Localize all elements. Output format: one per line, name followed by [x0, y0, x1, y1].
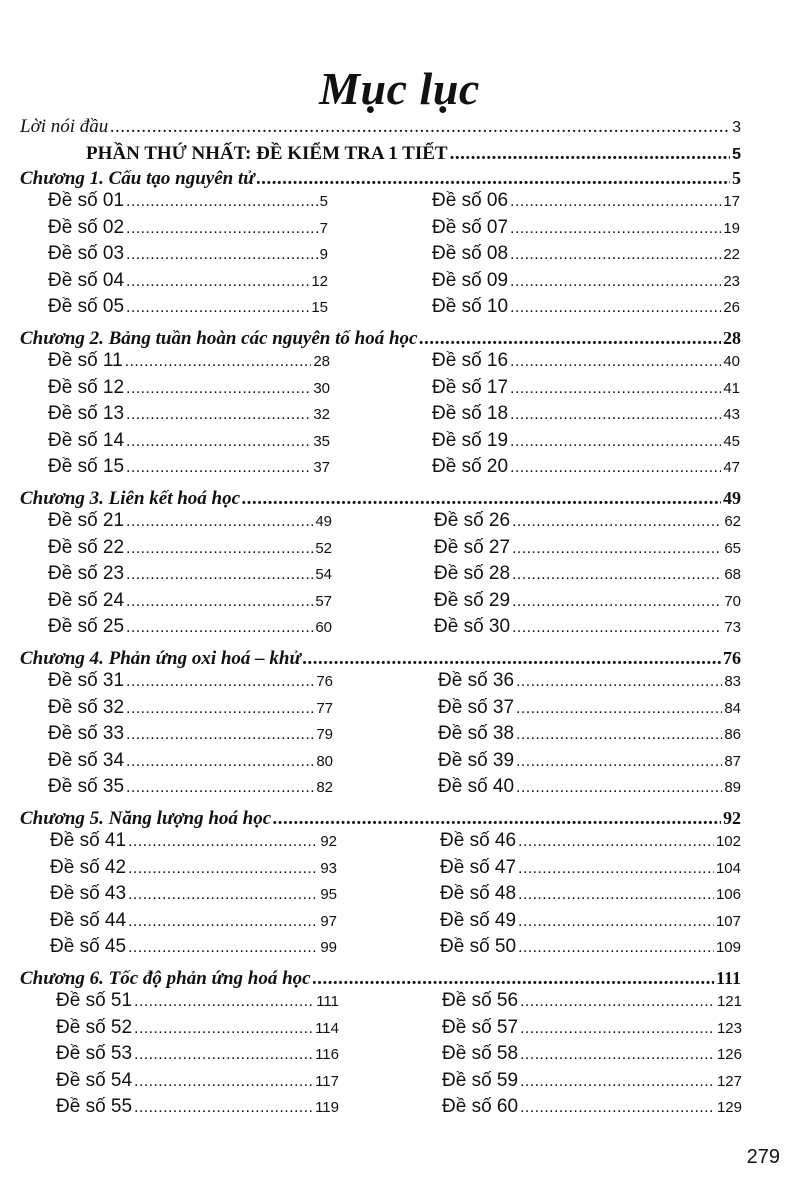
dot-leader [126, 246, 318, 264]
dot-leader [257, 168, 730, 190]
toc-entry-page: 7 [319, 220, 328, 237]
toc-part-heading[interactable] [20, 143, 741, 165]
toc-entry[interactable] [48, 430, 330, 452]
toc-entry[interactable] [440, 830, 741, 852]
toc-entry-label: Đề số 55 [56, 1096, 133, 1117]
toc-entry[interactable] [56, 990, 339, 1012]
dot-leader [134, 1073, 313, 1091]
toc-entry[interactable] [50, 857, 337, 879]
toc-entry[interactable] [56, 1070, 339, 1092]
dot-leader [520, 993, 715, 1011]
toc-chapter-label: Chương 1. Cấu tạo nguyên tử [20, 168, 255, 189]
toc-entry[interactable] [438, 776, 741, 798]
dot-leader [128, 860, 318, 878]
toc-entry[interactable] [48, 590, 332, 612]
toc-entry-label: Đề số 43 [50, 883, 127, 904]
toc-entry-page: 5 [319, 193, 328, 210]
toc-entry[interactable] [48, 243, 328, 265]
toc-chapter-label: Chương 3. Liên kết hoá học [20, 488, 241, 509]
dot-leader [128, 886, 318, 904]
toc-entry[interactable] [442, 990, 742, 1012]
toc-entry-label: Đề số 38 [438, 723, 515, 744]
toc-entry[interactable] [442, 1096, 742, 1118]
dot-leader [273, 808, 721, 830]
toc-entry-page: 62 [724, 513, 741, 530]
dot-leader [518, 860, 714, 878]
toc-entry[interactable] [432, 296, 740, 318]
toc-entry-label: Đề số 56 [442, 990, 519, 1011]
toc-chapter-label: Chương 6. Tốc độ phản ứng hoá học [20, 968, 311, 989]
dot-leader [518, 886, 714, 904]
dot-leader [128, 913, 318, 931]
dot-leader [303, 648, 721, 670]
toc-entry-page: 40 [723, 353, 740, 370]
dot-leader [419, 328, 721, 350]
dot-leader [126, 726, 314, 744]
toc-entry[interactable] [442, 1043, 742, 1065]
toc-entry[interactable] [48, 723, 333, 745]
toc-entry-label: Đề số 28 [434, 563, 511, 584]
toc-entry[interactable] [442, 1017, 742, 1039]
toc-entry-label: Đề số 02 [48, 217, 125, 238]
dot-leader [126, 406, 311, 424]
toc-entry-page: 17 [723, 193, 740, 210]
toc-entry-label: Đề số 31 [48, 670, 125, 691]
dot-leader [512, 593, 722, 611]
toc-entry-page: 32 [313, 406, 330, 423]
toc-entry-page: 114 [315, 1020, 339, 1037]
toc-entry[interactable] [432, 430, 740, 452]
toc-entry-page: 102 [715, 833, 741, 850]
toc-entry-page: 30 [313, 380, 330, 397]
dot-leader [126, 566, 313, 584]
dot-leader [126, 273, 309, 291]
dot-leader [510, 246, 721, 264]
toc-entry-page: 28 [313, 353, 330, 370]
toc-entry[interactable] [48, 403, 330, 425]
toc-entry-page: 19 [723, 220, 740, 237]
toc-entry[interactable] [434, 537, 741, 559]
dot-leader [126, 619, 313, 637]
toc-entry-page: 49 [315, 513, 332, 530]
page-number: 279 [746, 1146, 780, 1168]
toc-entry-page: 117 [315, 1073, 339, 1090]
toc-entry-label: Đề số 16 [432, 350, 509, 371]
toc-chapter-label: Chương 4. Phản ứng oxi hoá – khử [20, 648, 301, 669]
toc-entry[interactable] [50, 830, 337, 852]
toc-entry-label: Đề số 52 [56, 1017, 133, 1038]
toc-entry-label: Đề số 03 [48, 243, 125, 264]
dot-leader [134, 1046, 313, 1064]
toc-entry-page: 111 [316, 993, 339, 1010]
toc-entry[interactable] [48, 510, 332, 532]
toc-entry-label: Đề số 23 [48, 563, 125, 584]
toc-entry[interactable] [440, 936, 741, 958]
toc-entry[interactable] [434, 563, 741, 585]
toc-part-page: 5 [732, 146, 741, 163]
dot-leader [510, 193, 721, 211]
dot-leader [126, 220, 318, 238]
toc-chapter-page: 76 [723, 648, 741, 668]
toc-chapter-page: 49 [723, 488, 741, 508]
toc-entry-label: Đề số 37 [438, 697, 515, 718]
toc-entry-page: 9 [319, 246, 328, 263]
toc-entry-label: Đề số 35 [48, 776, 125, 797]
toc-entry-page: 84 [724, 700, 741, 717]
toc-entry[interactable] [432, 270, 740, 292]
toc-entry[interactable] [50, 910, 337, 932]
dot-leader [510, 380, 721, 398]
dot-leader [126, 299, 309, 317]
toc-entry[interactable] [442, 1070, 742, 1092]
toc-entry-page: 22 [723, 246, 740, 263]
toc-entry-label: Đề số 53 [56, 1043, 133, 1064]
toc-entry[interactable] [434, 510, 741, 532]
toc-preface[interactable] [20, 116, 741, 138]
page-title: Mục lục [319, 63, 480, 114]
toc-entry[interactable] [48, 537, 332, 559]
toc-entry[interactable] [48, 776, 333, 798]
dot-leader [110, 116, 730, 138]
toc-entry-page: 47 [723, 459, 740, 476]
toc-entry[interactable] [432, 456, 740, 478]
dot-leader [518, 833, 714, 851]
toc-entry-label: Đề số 09 [432, 270, 509, 291]
toc-entry[interactable] [56, 1096, 339, 1118]
toc-entry[interactable] [48, 190, 328, 212]
dot-leader [126, 593, 313, 611]
dot-leader [520, 1099, 715, 1117]
toc-entry[interactable] [48, 350, 330, 372]
toc-entry-label: Đề số 50 [440, 936, 517, 957]
toc-entry-label: Đề số 44 [50, 910, 127, 931]
toc-entry-label: Đề số 33 [48, 723, 125, 744]
toc-entry-page: 57 [315, 593, 332, 610]
dot-leader [520, 1020, 715, 1038]
toc-entry-page: 45 [723, 433, 740, 450]
toc-entry[interactable] [440, 910, 741, 932]
toc-entry-page: 54 [315, 566, 332, 583]
toc-entry-label: Đề số 32 [48, 697, 125, 718]
toc-entry-page: 37 [313, 459, 330, 476]
toc-entry-page: 97 [320, 913, 337, 930]
toc-entry-label: Đề số 57 [442, 1017, 519, 1038]
toc-entry[interactable] [48, 750, 333, 772]
dot-leader [520, 1046, 715, 1064]
toc-entry-label: Đề số 36 [438, 670, 515, 691]
dot-leader [512, 513, 722, 531]
dot-leader [313, 968, 714, 990]
dot-leader [512, 619, 722, 637]
dot-leader [242, 488, 721, 510]
toc-entry-page: 107 [715, 913, 741, 930]
toc-entry-page: 119 [315, 1099, 339, 1116]
toc-entry-label: Đề số 04 [48, 270, 125, 291]
toc-chapter-label: Chương 5. Năng lượng hoá học [20, 808, 272, 829]
toc-entry-label: Đề số 47 [440, 857, 517, 878]
dot-leader [516, 779, 722, 797]
toc-entry-page: 60 [315, 619, 332, 636]
toc-entry[interactable] [438, 697, 741, 719]
toc-entry-page: 93 [320, 860, 337, 877]
toc-entry-label: Đề số 39 [438, 750, 515, 771]
toc-entry-page: 89 [724, 779, 741, 796]
toc-entry-label: Đề số 41 [50, 830, 127, 851]
dot-leader [510, 273, 721, 291]
dot-leader [518, 913, 714, 931]
dot-leader [518, 939, 714, 957]
toc-entry-label: Đề số 21 [48, 510, 125, 531]
toc-chapter-heading[interactable] [20, 328, 741, 350]
toc-entry-label: Đề số 58 [442, 1043, 519, 1064]
toc-entry-label: Đề số 48 [440, 883, 517, 904]
toc-entry[interactable] [50, 883, 337, 905]
toc-entry-label: Đề số 54 [56, 1070, 133, 1091]
dot-leader [510, 406, 721, 424]
toc-entry[interactable] [48, 270, 328, 292]
toc-entry-page: 41 [723, 380, 740, 397]
toc-chapter-label: Chương 2. Bảng tuần hoàn các nguyên tố hoá học [20, 328, 418, 349]
toc-preface-label: Lời nói đầu [20, 116, 109, 137]
toc-entry-page: 77 [316, 700, 333, 717]
toc-entry[interactable] [440, 857, 741, 879]
toc-entry-label: Đề số 15 [48, 456, 125, 477]
toc-entry-page: 52 [315, 540, 332, 557]
toc-chapter-page: 92 [723, 808, 741, 828]
toc-entry[interactable] [48, 616, 332, 638]
toc-entry-label: Đề số 07 [432, 217, 509, 238]
dot-leader [126, 513, 313, 531]
dot-leader [512, 540, 722, 558]
toc-entry-label: Đề số 46 [440, 830, 517, 851]
toc-entry-label: Đề số 40 [438, 776, 515, 797]
toc-entry-label: Đề số 11 [48, 350, 123, 371]
toc-entry-page: 127 [716, 1073, 742, 1090]
toc-entry-label: Đề số 60 [442, 1096, 519, 1117]
toc-entry-page: 23 [723, 273, 740, 290]
toc-entry-label: Đề số 34 [48, 750, 125, 771]
toc-entry[interactable] [432, 403, 740, 425]
dot-leader [510, 433, 721, 451]
toc-entry-page: 99 [320, 939, 337, 956]
toc-entry-page: 95 [320, 886, 337, 903]
toc-entry-label: Đề số 24 [48, 590, 125, 611]
toc-entry-page: 87 [724, 753, 741, 770]
toc-entry[interactable] [434, 616, 741, 638]
dot-leader [516, 753, 722, 771]
toc-entry-page: 79 [316, 726, 333, 743]
toc-entry-page: 65 [724, 540, 741, 557]
toc-entry-page: 80 [316, 753, 333, 770]
toc-entry-label: Đề số 25 [48, 616, 125, 637]
toc-entry[interactable] [440, 883, 741, 905]
toc-chapter-heading[interactable] [20, 168, 741, 190]
toc-entry[interactable] [50, 936, 337, 958]
dot-leader [128, 833, 318, 851]
toc-entry-page: 83 [724, 673, 741, 690]
toc-entry-page: 68 [724, 566, 741, 583]
toc-entry-label: Đề số 10 [432, 296, 509, 317]
toc-entry-label: Đề số 29 [434, 590, 511, 611]
dot-leader [128, 939, 318, 957]
toc-entry[interactable] [432, 190, 740, 212]
toc-entry[interactable] [48, 697, 333, 719]
toc-chapter-heading[interactable] [20, 808, 741, 830]
toc-entry-page: 123 [716, 1020, 742, 1037]
toc-entry[interactable] [56, 1017, 339, 1039]
toc-entry-page: 116 [315, 1046, 339, 1063]
dot-leader [520, 1073, 715, 1091]
toc-entry-label: Đề số 22 [48, 537, 125, 558]
toc-entry-page: 82 [316, 779, 333, 796]
toc-entry-page: 86 [724, 726, 741, 743]
toc-entry[interactable] [438, 723, 741, 745]
toc-entry-label: Đề số 17 [432, 377, 509, 398]
toc-entry-page: 26 [723, 299, 740, 316]
dot-leader [125, 353, 312, 371]
toc-entry-label: Đề số 12 [48, 377, 125, 398]
toc-entry-label: Đề số 13 [48, 403, 125, 424]
toc-entry-label: Đề số 01 [48, 190, 125, 211]
toc-entry-label: Đề số 49 [440, 910, 517, 931]
dot-leader [126, 193, 318, 211]
toc-entry[interactable] [438, 670, 741, 692]
toc-entry-label: Đề số 59 [442, 1070, 519, 1091]
dot-leader [510, 299, 721, 317]
dot-leader [126, 540, 313, 558]
toc-entry-page: 92 [320, 833, 337, 850]
toc-entry-page: 15 [311, 299, 328, 316]
toc-entry-page: 104 [715, 860, 741, 877]
dot-leader [126, 700, 314, 718]
toc-entry-page: 35 [313, 433, 330, 450]
dot-leader [126, 673, 314, 691]
toc-chapter-page: 28 [723, 328, 741, 348]
dot-leader [510, 220, 721, 238]
dot-leader [134, 993, 314, 1011]
dot-leader [126, 380, 311, 398]
toc-chapter-page: 5 [732, 168, 741, 188]
dot-leader [134, 1099, 313, 1117]
dot-leader [516, 700, 722, 718]
toc-entry[interactable] [432, 243, 740, 265]
toc-entry[interactable] [438, 750, 741, 772]
toc-entry-label: Đề số 06 [432, 190, 509, 211]
toc-entry-label: Đề số 42 [50, 857, 127, 878]
toc-entry-page: 73 [724, 619, 741, 636]
toc-entry-page: 126 [716, 1046, 742, 1063]
toc-chapter-heading[interactable] [20, 488, 741, 510]
toc-preface-page: 3 [732, 119, 741, 136]
toc-entry-page: 43 [723, 406, 740, 423]
toc-entry-label: Đề số 45 [50, 936, 127, 957]
toc-entry-label: Đề số 05 [48, 296, 125, 317]
toc-entry-label: Đề số 27 [434, 537, 511, 558]
toc-entry-page: 129 [716, 1099, 742, 1116]
toc-entry-label: Đề số 26 [434, 510, 511, 531]
toc-entry[interactable] [48, 456, 330, 478]
toc-entry[interactable] [432, 350, 740, 372]
dot-leader [126, 779, 314, 797]
toc-entry[interactable] [432, 377, 740, 399]
dot-leader [126, 753, 314, 771]
toc-chapter-heading[interactable] [20, 968, 741, 990]
toc-part-label: PHẦN THỨ NHẤT: ĐỀ KIỂM TRA 1 TIẾT [86, 143, 448, 164]
toc-entry-label: Đề số 20 [432, 456, 509, 477]
toc-entry-label: Đề số 08 [432, 243, 509, 264]
dot-leader [510, 353, 721, 371]
toc-entry[interactable] [48, 377, 330, 399]
toc-entry-page: 12 [311, 273, 328, 290]
toc-entry[interactable] [56, 1043, 339, 1065]
toc-chapter-page: 111 [715, 968, 741, 988]
toc-entry-label: Đề số 51 [56, 990, 133, 1011]
toc-entry[interactable] [48, 217, 328, 239]
toc-entry-label: Đề số 14 [48, 430, 125, 451]
toc-entry-page: 76 [316, 673, 333, 690]
toc-entry[interactable] [48, 296, 328, 318]
toc-entry-page: 121 [716, 993, 742, 1010]
toc-entry-page: 109 [715, 939, 741, 956]
dot-leader [516, 673, 722, 691]
dot-leader [450, 143, 731, 165]
toc-entry[interactable] [48, 563, 332, 585]
toc-entry[interactable] [434, 590, 741, 612]
dot-leader [134, 1020, 313, 1038]
toc-entry[interactable] [432, 217, 740, 239]
toc-entry-label: Đề số 18 [432, 403, 509, 424]
toc-entry-page: 106 [715, 886, 741, 903]
dot-leader [512, 566, 722, 584]
dot-leader [516, 726, 722, 744]
dot-leader [126, 459, 311, 477]
toc-entry-label: Đề số 19 [432, 430, 509, 451]
toc-chapter-heading[interactable] [20, 648, 741, 670]
toc-entry-page: 70 [724, 593, 741, 610]
dot-leader [510, 459, 721, 477]
dot-leader [126, 433, 311, 451]
toc-entry-label: Đề số 30 [434, 616, 511, 637]
toc-entry[interactable] [48, 670, 333, 692]
